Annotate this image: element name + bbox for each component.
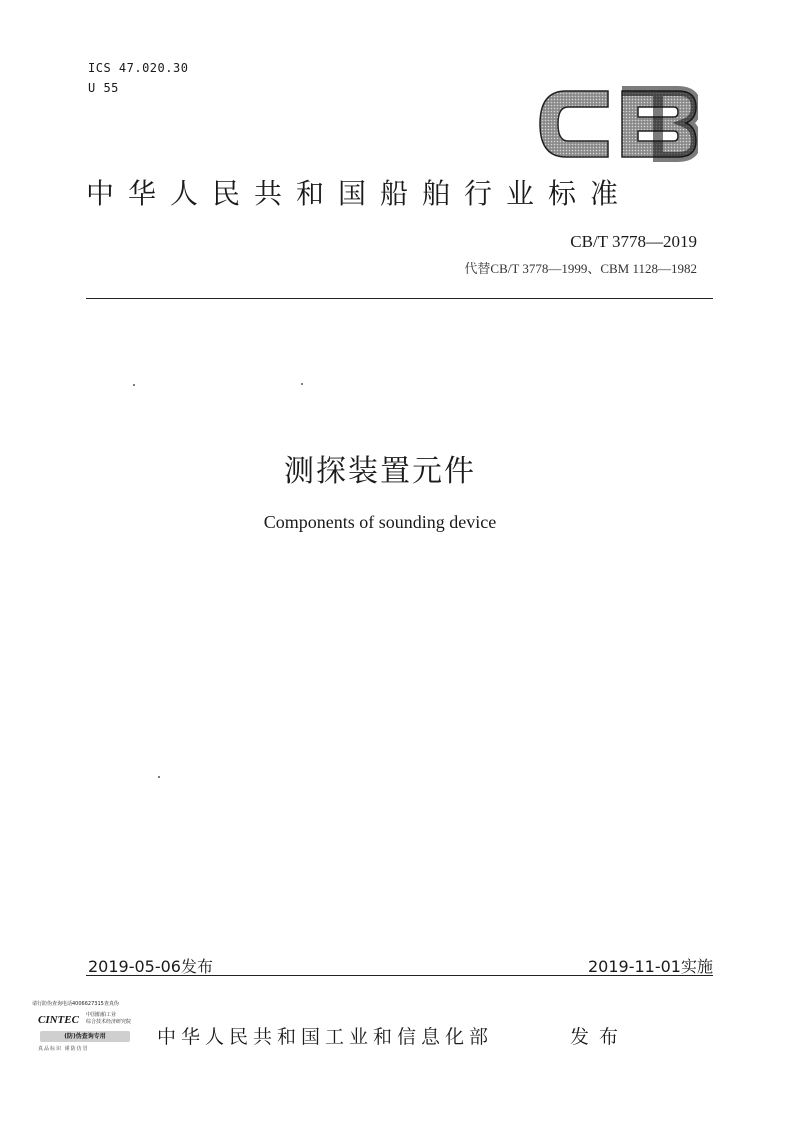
standard-code: CB/T 3778—2019 <box>570 232 697 251</box>
stamp-organization: 中国船舶工业 综合技术经济研究院 <box>86 1012 132 1025</box>
scan-speck <box>158 776 160 778</box>
stamp-footer: 真品标识 谨防仿冒 <box>38 1046 89 1052</box>
cb-logo <box>538 83 698 165</box>
stamp-logo: CINTEC <box>38 1014 79 1026</box>
issuing-authority: 中华人民共和国工业和信息化部 <box>157 1026 494 1048</box>
implement-date: 2019-11-01实施 <box>588 957 713 976</box>
scan-speck <box>133 384 135 386</box>
stamp-hotline: 请行防伪查询电话4006627315查真伪 <box>32 1001 119 1007</box>
header-divider <box>86 298 713 299</box>
issue-action: 发布 <box>570 1026 629 1048</box>
anti-counterfeit-stamp <box>32 1000 144 1060</box>
scan-speck <box>301 383 303 385</box>
title-english: Components of sounding device <box>263 512 497 532</box>
publish-date: 2019-05-06发布 <box>88 957 213 976</box>
ccs-code: U 55 <box>88 81 119 95</box>
ics-code: ICS 47.020.30 <box>88 61 189 75</box>
logo-letter-c <box>540 91 608 157</box>
title-chinese: 测探装置元件 <box>284 454 476 489</box>
footer-divider <box>86 975 713 976</box>
classification-codes <box>88 58 188 98</box>
standard-category: 中华人民共和国船舶行业标准 <box>86 177 633 210</box>
replaces-note: 代替CB/T 3778—1999、CBM 1128—1982 <box>464 261 697 276</box>
stamp-band: (防)伪查询专用 <box>40 1031 130 1042</box>
